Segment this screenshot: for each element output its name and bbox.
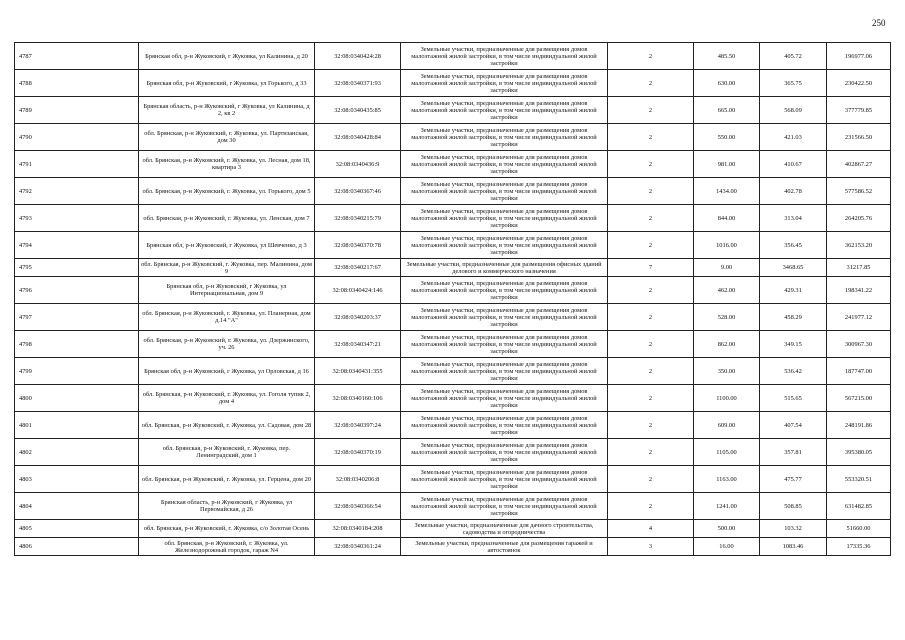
row-number-cell: 4800 bbox=[15, 385, 139, 412]
area-cell: 862.00 bbox=[694, 331, 760, 358]
cadastral-number-cell: 32:08:0340424:28 bbox=[315, 43, 401, 70]
area-cell: 630.00 bbox=[694, 70, 760, 97]
specific-value-cell: 1083.46 bbox=[760, 538, 827, 556]
specific-value-cell: 357.81 bbox=[760, 439, 827, 466]
land-use-purpose-cell: Земельные участки, предназначенные для размещения домов малоэтажной жилой застройки, в том числе индивидуальной жилой застройки bbox=[401, 70, 608, 97]
address-cell: обл. Брянская, р-н Жуковский, г. Жуковка, ул. Гоголя тупик 2, дом 4 bbox=[139, 385, 315, 412]
address-cell: обл. Брянская, р-н Жуковский, г. Жуковка, ул. Партизанская, дом 30 bbox=[139, 124, 315, 151]
row-number-cell: 4795 bbox=[15, 259, 139, 277]
group-number-cell: 2 bbox=[608, 304, 694, 331]
specific-value-cell: 349.15 bbox=[760, 331, 827, 358]
cadastral-number-cell: 32:08:0340367:46 bbox=[315, 178, 401, 205]
area-cell: 609.00 bbox=[694, 412, 760, 439]
row-number-cell: 4788 bbox=[15, 70, 139, 97]
group-number-cell: 2 bbox=[608, 385, 694, 412]
cadastral-number-cell: 32:08:0340160:106 bbox=[315, 385, 401, 412]
table-row bbox=[15, 259, 891, 277]
cadastral-value-cell: 230422.50 bbox=[827, 70, 891, 97]
row-number-cell: 4804 bbox=[15, 493, 139, 520]
row-number-cell: 4794 bbox=[15, 232, 139, 259]
cadastral-number-cell: 32:08:0340206:8 bbox=[315, 466, 401, 493]
address-cell: обл. Брянская, р-н Жуковский, г. Жуковка, ул. Герцена, дом 20 bbox=[139, 466, 315, 493]
row-number-cell: 4791 bbox=[15, 151, 139, 178]
cadastral-value-cell: 51660.00 bbox=[827, 520, 891, 538]
area-cell: 16.00 bbox=[694, 538, 760, 556]
address-cell: Брянская обл, р-н Жуковский, г Жуковка, ул Интернациональная, дом 9 bbox=[139, 277, 315, 304]
row-number-cell: 4801 bbox=[15, 412, 139, 439]
specific-value-cell: 421.03 bbox=[760, 124, 827, 151]
specific-value-cell: 407.54 bbox=[760, 412, 827, 439]
cadastral-number-cell: 32:08:0340370:19 bbox=[315, 439, 401, 466]
cadastral-value-cell: 231566.50 bbox=[827, 124, 891, 151]
specific-value-cell: 568.09 bbox=[760, 97, 827, 124]
land-use-purpose-cell: Земельные участки, предназначенные для размещения домов малоэтажной жилой застройки, в том числе индивидуальной жилой застройки bbox=[401, 412, 608, 439]
cadastral-value-cell: 248191.86 bbox=[827, 412, 891, 439]
table-row bbox=[15, 43, 891, 70]
address-cell: обл. Брянская, р-н Жуковский, г. Жуковка, ул. Садовая, дом 28 bbox=[139, 412, 315, 439]
cadastral-value-cell: 300967.30 bbox=[827, 331, 891, 358]
group-number-cell: 2 bbox=[608, 205, 694, 232]
address-cell: Брянская обл, р-н Жуковский, г Жуковка, ул Горького, д 33 bbox=[139, 70, 315, 97]
group-number-cell: 4 bbox=[608, 520, 694, 538]
cadastral-number-cell: 32:08:0340366:54 bbox=[315, 493, 401, 520]
table-row bbox=[15, 232, 891, 259]
specific-value-cell: 515.65 bbox=[760, 385, 827, 412]
area-cell: 1434.00 bbox=[694, 178, 760, 205]
row-number-cell: 4797 bbox=[15, 304, 139, 331]
cadastral-number-cell: 32:08:0340370:78 bbox=[315, 232, 401, 259]
cadastral-value-cell: 264205.76 bbox=[827, 205, 891, 232]
table-row bbox=[15, 277, 891, 304]
cadastral-number-cell: 32:08:0340397:24 bbox=[315, 412, 401, 439]
address-cell: обл. Брянская, р-н Жуковский, г. Жуковка, пер. Ленинградский, дом 1 bbox=[139, 439, 315, 466]
land-use-purpose-cell: Земельные участки, предназначенные для размещения домов малоэтажной жилой застройки, в том числе индивидуальной жилой застройки bbox=[401, 43, 608, 70]
row-number-cell: 4806 bbox=[15, 538, 139, 556]
cadastral-number-cell: 32:08:0340203:37 bbox=[315, 304, 401, 331]
land-use-purpose-cell: Земельные участки, предназначенные для размещения домов малоэтажной жилой застройки, в том числе индивидуальной жилой застройки bbox=[401, 205, 608, 232]
table-row bbox=[15, 520, 891, 538]
cadastral-number-cell: 32:08:0340215:79 bbox=[315, 205, 401, 232]
area-cell: 1016.00 bbox=[694, 232, 760, 259]
land-use-purpose-cell: Земельные участки, предназначенные для размещения домов малоэтажной жилой застройки, в том числе индивидуальной жилой застройки bbox=[401, 277, 608, 304]
address-cell: обл. Брянская, р-н Жуковский, г. Жуковка, ул. Планерная, дом д.14 "А" bbox=[139, 304, 315, 331]
land-use-purpose-cell: Земельные участки, предназначенные для размещения гаражей и автостоянок bbox=[401, 538, 608, 556]
cadastral-value-cell: 187747.00 bbox=[827, 358, 891, 385]
address-cell: обл. Брянская, р-н Жуковский, г. Жуковка, пер. Малинина, дом 9 bbox=[139, 259, 315, 277]
area-cell: 1163.00 bbox=[694, 466, 760, 493]
area-cell: 1241.00 bbox=[694, 493, 760, 520]
row-number-cell: 4789 bbox=[15, 97, 139, 124]
address-cell: Брянская обл, р-н Жуковский, г Жуковка, ул Орловская, д 16 bbox=[139, 358, 315, 385]
area-cell: 981.00 bbox=[694, 151, 760, 178]
specific-value-cell: 429.31 bbox=[760, 277, 827, 304]
table-row bbox=[15, 151, 891, 178]
cadastral-value-cell: 241977.12 bbox=[827, 304, 891, 331]
area-cell: 550.00 bbox=[694, 124, 760, 151]
land-use-purpose-cell: Земельные участки, предназначенные для размещения офисных зданий делового и коммерческого назначения bbox=[401, 259, 608, 277]
group-number-cell: 2 bbox=[608, 439, 694, 466]
cadastral-value-cell: 196977.06 bbox=[827, 43, 891, 70]
table-row bbox=[15, 466, 891, 493]
group-number-cell: 2 bbox=[608, 358, 694, 385]
cadastral-value-cell: 395380.05 bbox=[827, 439, 891, 466]
cadastral-value-cell: 553320.51 bbox=[827, 466, 891, 493]
land-use-purpose-cell: Земельные участки, предназначенные для размещения домов малоэтажной жилой застройки, в том числе индивидуальной жилой застройки bbox=[401, 331, 608, 358]
cadastral-number-cell: 32:08:0340184:208 bbox=[315, 520, 401, 538]
area-cell: 665.00 bbox=[694, 97, 760, 124]
cadastral-value-cell: 17335.36 bbox=[827, 538, 891, 556]
group-number-cell: 2 bbox=[608, 331, 694, 358]
cadastral-value-cell: 31217.85 bbox=[827, 259, 891, 277]
cadastral-value-cell: 631482.85 bbox=[827, 493, 891, 520]
area-cell: 1105.00 bbox=[694, 439, 760, 466]
table-row bbox=[15, 439, 891, 466]
area-cell: 1100.00 bbox=[694, 385, 760, 412]
land-use-purpose-cell: Земельные участки, предназначенные для размещения домов малоэтажной жилой застройки, в том числе индивидуальной жилой застройки bbox=[401, 124, 608, 151]
group-number-cell: 3 bbox=[608, 538, 694, 556]
address-cell: Брянская обл, р-н Жуковский, г Жуковка, ул Шевченко, д 3 bbox=[139, 232, 315, 259]
table-row bbox=[15, 538, 891, 556]
land-use-purpose-cell: Земельные участки, предназначенные для размещения домов малоэтажной жилой застройки, в том числе индивидуальной жилой застройки bbox=[401, 97, 608, 124]
land-use-purpose-cell: Земельные участки, предназначенные для размещения домов малоэтажной жилой застройки, в том числе индивидуальной жилой застройки bbox=[401, 439, 608, 466]
group-number-cell: 2 bbox=[608, 277, 694, 304]
table-row bbox=[15, 70, 891, 97]
row-number-cell: 4798 bbox=[15, 331, 139, 358]
specific-value-cell: 402.78 bbox=[760, 178, 827, 205]
specific-value-cell: 536.42 bbox=[760, 358, 827, 385]
land-use-purpose-cell: Земельные участки, предназначенные для размещения домов малоэтажной жилой застройки, в том числе индивидуальной жилой застройки bbox=[401, 151, 608, 178]
land-use-purpose-cell: Земельные участки, предназначенные для размещения домов малоэтажной жилой застройки, в том числе индивидуальной жилой застройки bbox=[401, 466, 608, 493]
land-use-purpose-cell: Земельные участки, предназначенные для размещения домов малоэтажной жилой застройки, в том числе индивидуальной жилой застройки bbox=[401, 304, 608, 331]
table-row bbox=[15, 385, 891, 412]
specific-value-cell: 313.04 bbox=[760, 205, 827, 232]
group-number-cell: 2 bbox=[608, 151, 694, 178]
specific-value-cell: 508.85 bbox=[760, 493, 827, 520]
area-cell: 485.50 bbox=[694, 43, 760, 70]
area-cell: 844.00 bbox=[694, 205, 760, 232]
address-cell: обл. Брянская, р-н Жуковский, г. Жуковка, с/о Золотая Осень bbox=[139, 520, 315, 538]
cadastral-number-cell: 32:08:0340435:85 bbox=[315, 97, 401, 124]
specific-value-cell: 3468.65 bbox=[760, 259, 827, 277]
address-cell: обл. Брянская, р-н Жуковский, г. Жуковка, ул. Дзержинского, уч. 26 bbox=[139, 331, 315, 358]
table-row bbox=[15, 178, 891, 205]
specific-value-cell: 405.72 bbox=[760, 43, 827, 70]
row-number-cell: 4803 bbox=[15, 466, 139, 493]
row-number-cell: 4796 bbox=[15, 277, 139, 304]
row-number-cell: 4787 bbox=[15, 43, 139, 70]
table-row bbox=[15, 358, 891, 385]
row-number-cell: 4790 bbox=[15, 124, 139, 151]
table-row bbox=[15, 97, 891, 124]
group-number-cell: 2 bbox=[608, 43, 694, 70]
address-cell: Брянская область, р-н Жуковский, г Жуковка, ул Первомайская, д 26 bbox=[139, 493, 315, 520]
group-number-cell: 2 bbox=[608, 70, 694, 97]
row-number-cell: 4799 bbox=[15, 358, 139, 385]
area-cell: 500.00 bbox=[694, 520, 760, 538]
row-number-cell: 4805 bbox=[15, 520, 139, 538]
cadastral-value-cell: 198341.22 bbox=[827, 277, 891, 304]
group-number-cell: 7 bbox=[608, 259, 694, 277]
land-use-purpose-cell: Земельные участки, предназначенные для размещения домов малоэтажной жилой застройки, в том числе индивидуальной жилой застройки bbox=[401, 178, 608, 205]
land-use-purpose-cell: Земельные участки, предназначенные для размещения домов малоэтажной жилой застройки, в том числе индивидуальной жилой застройки bbox=[401, 232, 608, 259]
table-row bbox=[15, 493, 891, 520]
group-number-cell: 2 bbox=[608, 412, 694, 439]
area-cell: 9.00 bbox=[694, 259, 760, 277]
address-cell: обл. Брянская, р-н Жуковский, г. Жуковка, ул. Лесная, дом 18, квартира 3 bbox=[139, 151, 315, 178]
cadastral-number-cell: 32:08:0340217:67 bbox=[315, 259, 401, 277]
cadastral-number-cell: 32:08:0340436:9 bbox=[315, 151, 401, 178]
area-cell: 528.00 bbox=[694, 304, 760, 331]
specific-value-cell: 458.29 bbox=[760, 304, 827, 331]
cadastral-value-cell: 377779.85 bbox=[827, 97, 891, 124]
cadastral-number-cell: 32:08:0340371:93 bbox=[315, 70, 401, 97]
table-row bbox=[15, 412, 891, 439]
group-number-cell: 2 bbox=[608, 124, 694, 151]
table-row bbox=[15, 124, 891, 151]
address-cell: обл. Брянская, р-н Жуковский, г. Жуковка, ул. Железнодорожный городок, гараж N4 bbox=[139, 538, 315, 556]
table-row bbox=[15, 304, 891, 331]
specific-value-cell: 365.75 bbox=[760, 70, 827, 97]
page-number: 250 bbox=[872, 18, 886, 28]
address-cell: Брянская область, р-н Жуковский, г Жуковка, ул Калинина, д 2, кв 2 bbox=[139, 97, 315, 124]
specific-value-cell: 356.45 bbox=[760, 232, 827, 259]
row-number-cell: 4802 bbox=[15, 439, 139, 466]
cadastral-value-cell: 362153.20 bbox=[827, 232, 891, 259]
address-cell: обл. Брянская, р-н Жуковский, г. Жуковка, ул. Ленская, дом 7 bbox=[139, 205, 315, 232]
group-number-cell: 2 bbox=[608, 493, 694, 520]
cadastral-number-cell: 32:08:0340347:21 bbox=[315, 331, 401, 358]
table-row bbox=[15, 331, 891, 358]
area-cell: 350.00 bbox=[694, 358, 760, 385]
land-use-purpose-cell: Земельные участки, предназначенные для размещения домов малоэтажной жилой застройки, в том числе индивидуальной жилой застройки bbox=[401, 385, 608, 412]
cadastral-number-cell: 32:08:0340361:24 bbox=[315, 538, 401, 556]
cadastral-value-cell: 567215.00 bbox=[827, 385, 891, 412]
specific-value-cell: 410.67 bbox=[760, 151, 827, 178]
land-use-purpose-cell: Земельные участки, предназначенные для дачного строительства, садоводства и огородничества bbox=[401, 520, 608, 538]
specific-value-cell: 103.32 bbox=[760, 520, 827, 538]
group-number-cell: 2 bbox=[608, 97, 694, 124]
specific-value-cell: 475.77 bbox=[760, 466, 827, 493]
land-use-purpose-cell: Земельные участки, предназначенные для размещения домов малоэтажной жилой застройки, в том числе индивидуальной жилой застройки bbox=[401, 358, 608, 385]
table-body bbox=[15, 43, 891, 556]
cadastral-value-cell: 402867.27 bbox=[827, 151, 891, 178]
address-cell: обл. Брянская, р-н Жуковский, г. Жуковка, ул. Горького, дом 5 bbox=[139, 178, 315, 205]
row-number-cell: 4793 bbox=[15, 205, 139, 232]
group-number-cell: 2 bbox=[608, 466, 694, 493]
address-cell: Брянская обл, р-н Жуковский, г Жуковка, ул Калинина, д 20 bbox=[139, 43, 315, 70]
row-number-cell: 4792 bbox=[15, 178, 139, 205]
cadastral-value-table bbox=[14, 42, 891, 556]
cadastral-number-cell: 32:08:0340431:355 bbox=[315, 358, 401, 385]
group-number-cell: 2 bbox=[608, 232, 694, 259]
area-cell: 462.00 bbox=[694, 277, 760, 304]
table-row bbox=[15, 205, 891, 232]
land-use-purpose-cell: Земельные участки, предназначенные для размещения домов малоэтажной жилой застройки, в том числе индивидуальной жилой застройки bbox=[401, 493, 608, 520]
cadastral-value-cell: 577586.52 bbox=[827, 178, 891, 205]
group-number-cell: 2 bbox=[608, 178, 694, 205]
cadastral-number-cell: 32:08:0340428:84 bbox=[315, 124, 401, 151]
cadastral-number-cell: 32:08:0340424:146 bbox=[315, 277, 401, 304]
